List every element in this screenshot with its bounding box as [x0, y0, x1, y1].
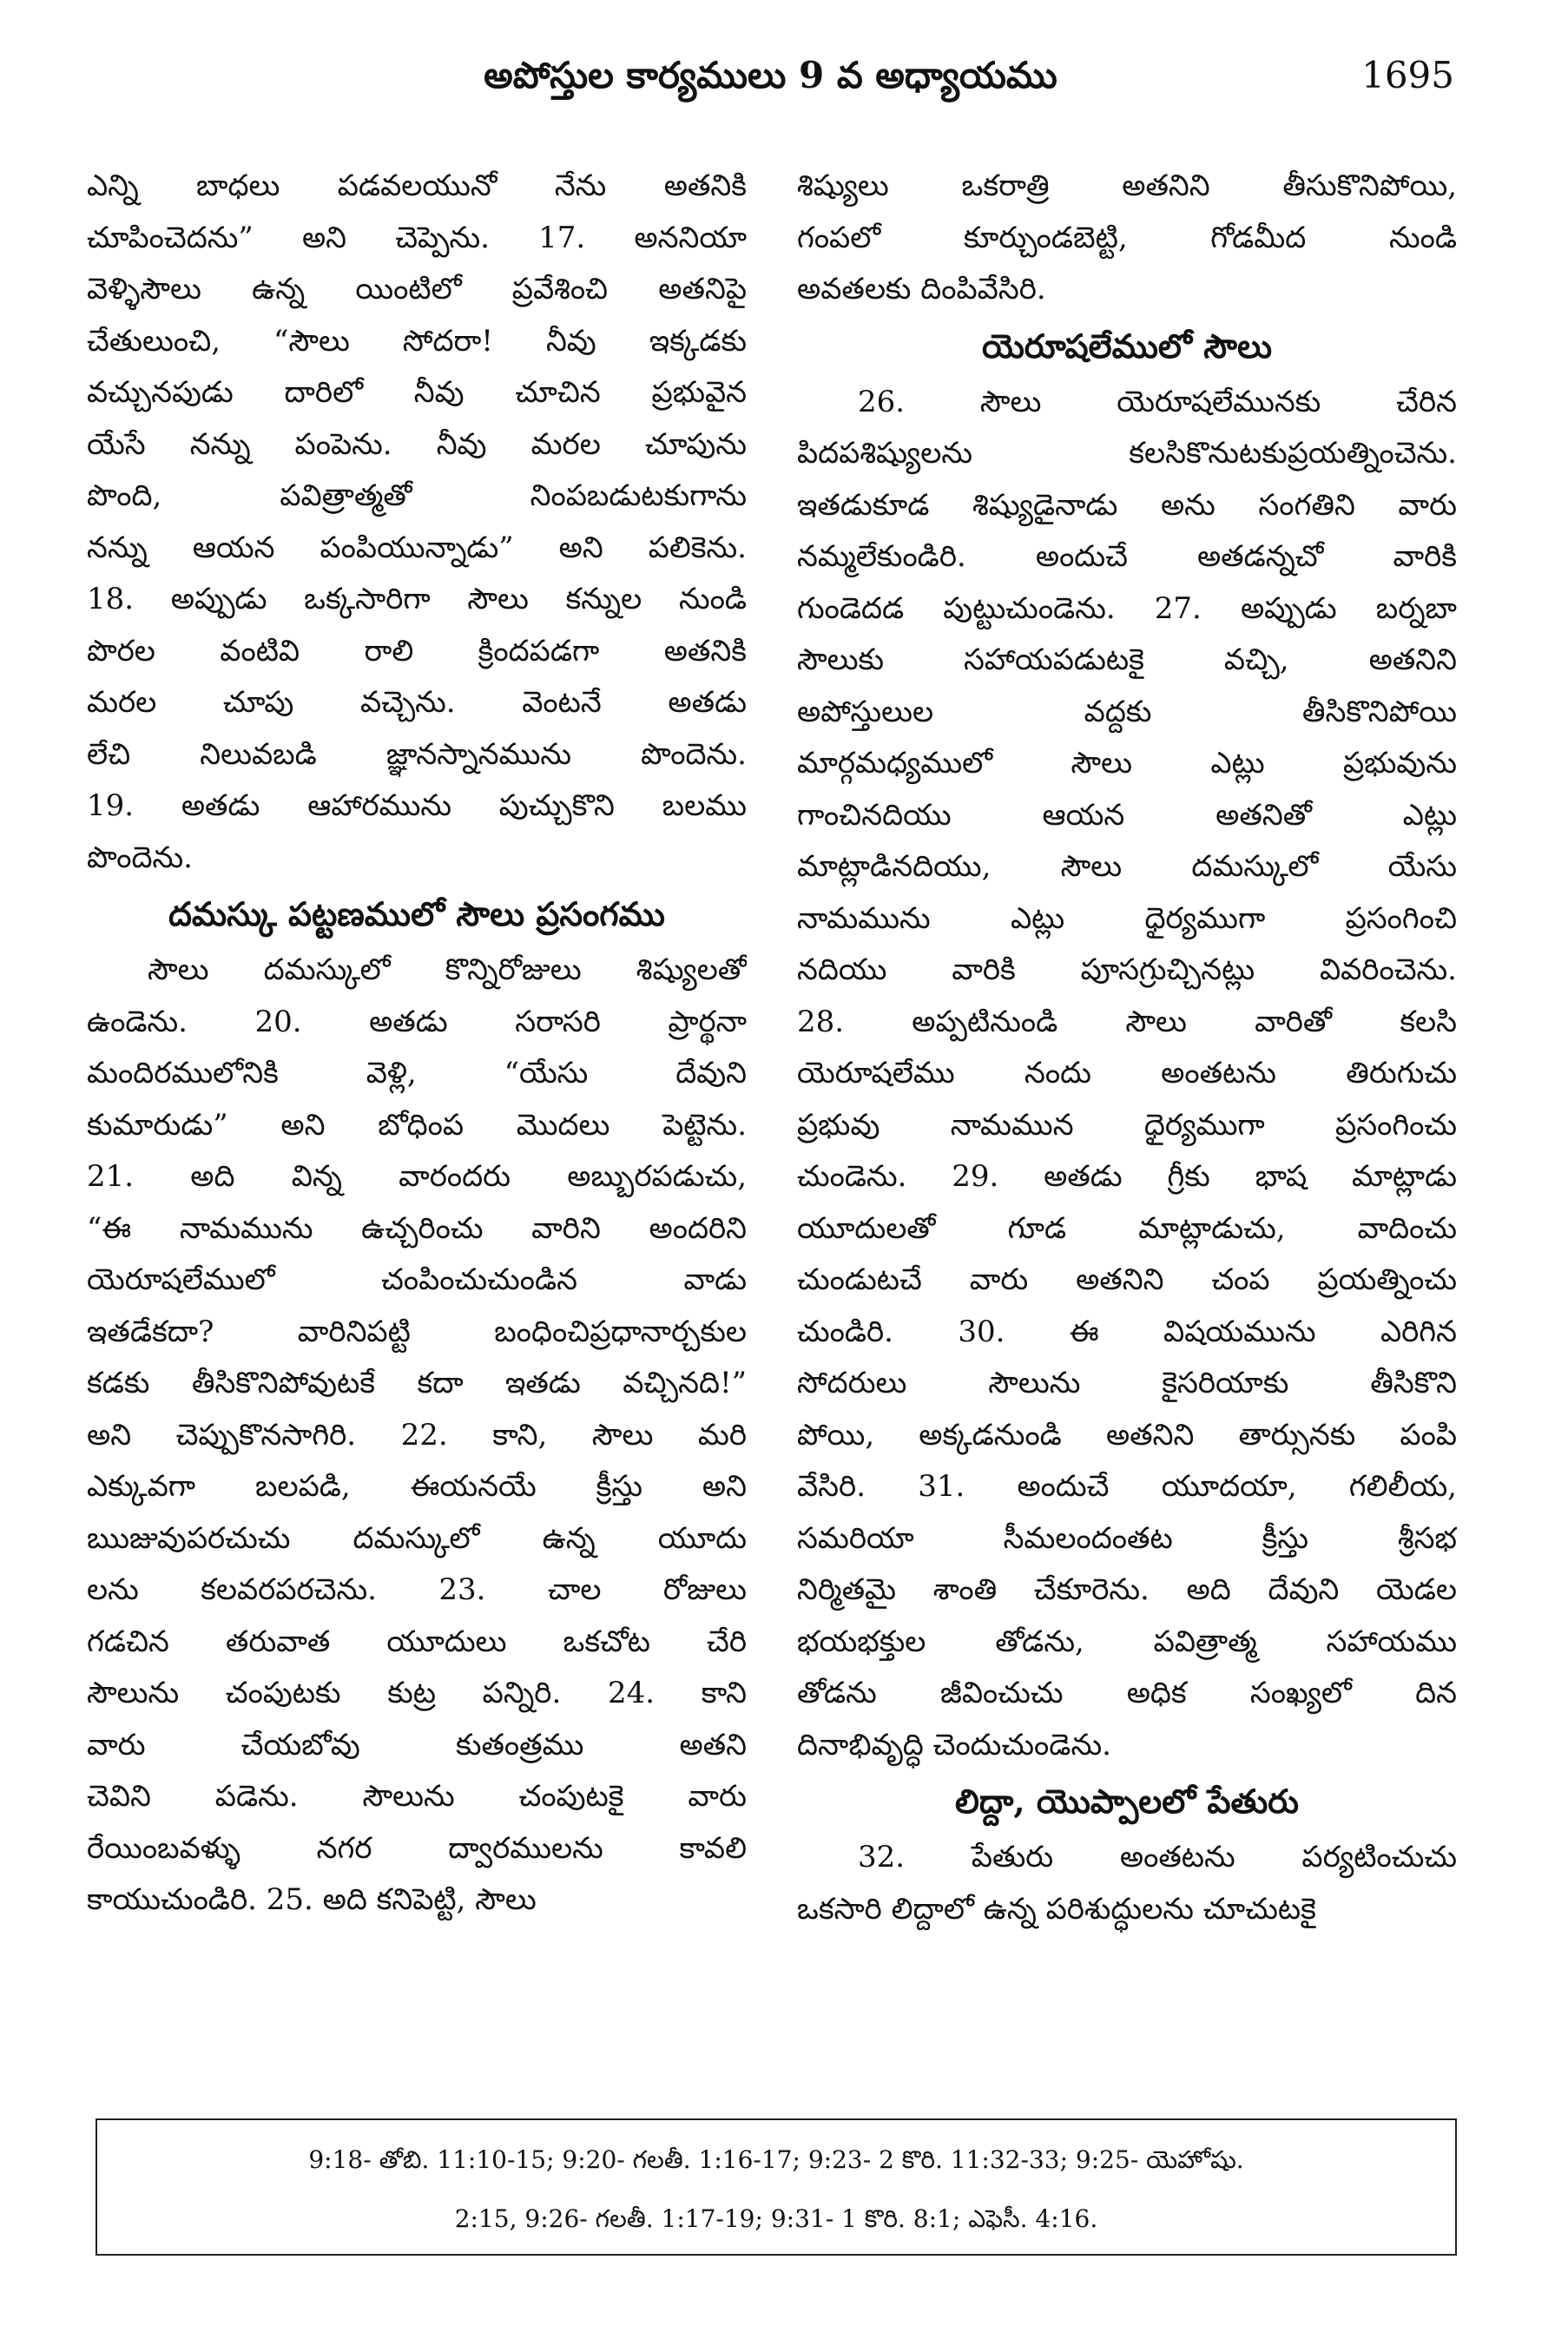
text-line: 21. అది విన్న వారందరు అబ్బురపడుచు, — [87, 1159, 747, 1194]
text-line: ఉండెను. 20. అతడు సరాసరి ప్రార్థనా — [87, 1004, 747, 1039]
text-line: యేసే నన్ను పంపెను. నీవు మరల చూపును — [87, 426, 747, 462]
text-line: వచ్చునపుడు దారిలో నీవు చూచిన ప్రభువైన — [87, 375, 747, 410]
text-line: నామమును ఎట్లు ధైర్యముగా ప్రసంగించి — [797, 900, 1457, 936]
text-line: వారు చేయబోవు కుతంత్రము అతని — [87, 1727, 747, 1762]
text-line: నమ్మలేకుండిరి. అందుచే అతడన్నచో వారికి — [797, 539, 1457, 574]
left-column — [87, 161, 747, 1927]
text-line: అని చెప్పుకొనసాగిరి. 22. కాని, సౌలు మరి — [87, 1417, 747, 1453]
text-line: కుమారుడు” అని బోధింప మొదలు పెట్టెను. — [87, 1107, 747, 1143]
left-paragraph-2 — [87, 945, 747, 1927]
text-line: దినాభివృద్ధి చెందుచుండెను. — [797, 1727, 1111, 1762]
text-line: యెరూషలేములో చంపించుచుండిన వాడు — [87, 1262, 747, 1297]
text-line: ఇతడేకదా? వారినిపట్టి బంధించిప్రధానార్చకుల — [87, 1314, 747, 1349]
text-line: పొంది, పవిత్రాత్మతో నింపబడుటకుగాను — [87, 478, 747, 513]
text-line: ఎక్కువగా బలపడి, ఈయనయే క్రీస్తు అని — [87, 1469, 747, 1504]
text-line: చెవిని పడెను. సౌలును చంపుటకై వారు — [87, 1779, 747, 1814]
text-line: పొరల వంటివి రాలి క్రిందపడగా అతనికి — [87, 633, 747, 669]
text-line: ఇతడుకూడ శిష్యుడైనాడు అను సంగతిని వారు — [797, 487, 1457, 523]
section-heading-jerusalem: యెరూషలేములో సౌలు — [981, 326, 1273, 366]
text-line: చుండుటచే వారు అతనిని చంప ప్రయత్నించు — [797, 1262, 1457, 1297]
text-line: ఎన్ని బాధలు పడవలయునో నేను అతనికి — [87, 168, 747, 203]
text-line: పొందెను. — [87, 840, 193, 875]
section-heading-damascus: దమస్కు పట్టణములో సౌలు ప్రసంగము — [168, 894, 665, 933]
text-line: రేయింబవళ్ళు నగర ద్వారములను కావలి — [87, 1830, 747, 1866]
text-line: లను కలవరపరచెను. 23. చాల రోజులు — [87, 1572, 747, 1607]
text-line: శిష్యులు ఒకరాత్రి అతనిని తీసుకొనిపోయి, — [797, 168, 1457, 203]
text-line: వేసిరి. 31. అందుచే యూదయా, గలిలీయ, — [797, 1469, 1457, 1504]
cross-reference-line: 2:15, 9:26- గలతీ. 1:17-19; 9:31- 1 కొరి. 8:1; ఎఫెసీ. 4:16. — [454, 2204, 1098, 2233]
text-line: పిదపశిష్యులను కలసికొనుటకుప్రయత్నించెను. — [797, 436, 1457, 471]
left-paragraph-1 — [87, 161, 747, 884]
text-line: నిర్మితమై శాంతి చేకూరెను. అది దేవుని యెడల — [797, 1572, 1457, 1607]
text-line: అవతలకు దింపివేసిరి. — [797, 272, 1046, 306]
text-line: సౌలు దమస్కులో కొన్నిరోజులు శిష్యులతో — [148, 952, 747, 987]
text-line: యెరూషలేము నందు అంతటను తిరుగుచు — [797, 1056, 1457, 1090]
text-line: నదియు వారికి పూసగ్రుచ్చినట్లు వివరించెను. — [797, 952, 1457, 987]
text-line: సౌలును చంపుటకు కుట్ర పన్నిరి. 24. కాని — [87, 1676, 747, 1710]
text-line: తోడను జీవించుచు అధిక సంఖ్యలో దిన — [797, 1676, 1457, 1710]
right-paragraph-2 — [797, 377, 1457, 1772]
text-line: మార్గమధ్యములో సౌలు ఎట్లు ప్రభువును — [797, 746, 1457, 781]
text-line: గడచిన తరువాత యూదులు ఒకచోట చేరి — [87, 1624, 747, 1659]
text-line: గుండెదడ పుట్టుచుండెను. 27. అప్పుడు బర్నబా — [797, 590, 1457, 626]
text-line: 26. సౌలు యెరూషలేమునకు చేరిన — [858, 384, 1457, 419]
text-line: అపోస్తులుల వద్దకు తీసికొనిపోయి — [797, 694, 1457, 729]
text-line: సమరియా సీమలందంతట క్రీస్తు శ్రీసభ — [797, 1520, 1457, 1556]
right-paragraph-3 — [797, 1832, 1457, 1935]
text-line: 28. అప్పటినుండి సౌలు వారితో కలసి — [797, 1004, 1457, 1039]
right-column — [797, 161, 1457, 1935]
text-line: నన్ను ఆయన పంపియున్నాడు” అని పలికెను. — [87, 530, 747, 565]
cross-references-box — [96, 2118, 1457, 2256]
text-line: మాట్లాడినదియు, సౌలు దమస్కులో యేసు — [797, 849, 1457, 884]
text-line: గంపలో కూర్చుండబెట్టి, గోడమీద నుండి — [797, 220, 1457, 255]
text-line: చుండెను. 29. అతడు గ్రీకు భాష మాట్లాడు — [797, 1159, 1457, 1194]
section-heading-lydda-joppa: లిద్దా, యొప్పాలలో పేతురు — [955, 1782, 1299, 1821]
text-line: చేతులుంచి, “సౌలు సోదరా! నీవు ఇక్కడకు — [87, 323, 747, 359]
text-line: ప్రభువు నామమున ధైర్యముగా ప్రసంగించు — [797, 1107, 1457, 1143]
text-line: 18. అప్పుడు ఒక్కసారిగా సౌలు కన్నుల నుండి — [87, 582, 747, 616]
text-line: ఒకసారి లిద్దాలో ఉన్న పరిశుద్ధులను చూచుటకై — [797, 1891, 1316, 1927]
text-line: చూపించెదను” అని చెప్పెను. 17. అననియా — [87, 220, 747, 255]
chapter-title: అపోస్తుల కార్యములు 9 వ అధ్యాయము — [484, 54, 1057, 96]
text-line: 19. అతడు ఆహారమును పుచ్చుకొని బలము — [87, 788, 747, 823]
text-line: వెళ్ళిసౌలు ఉన్న యింటిలో ప్రవేశించి అతనిపై — [87, 272, 747, 306]
text-line: సోదరులు సౌలును కైసరియాకు తీసికొని — [797, 1366, 1457, 1400]
text-line: మందిరములోనికి వెళ్లి, “యేసు దేవుని — [87, 1056, 747, 1090]
text-line: చుండిరి. 30. ఈ విషయమును ఎరిగిన — [797, 1314, 1457, 1349]
text-line: పోయి, అక్కడనుండి అతనిని తార్సునకు పంపి — [797, 1417, 1457, 1453]
text-line: కాయుచుండిరి. 25. అది కనిపెట్టి, సౌలు — [87, 1882, 537, 1917]
text-line: గాంచినదియు ఆయన అతనితో ఎట్లు — [797, 797, 1457, 833]
text-line: సౌలుకు సహాయపడుటకై వచ్చి, అతనిని — [797, 642, 1457, 677]
text-line: ఋజువుపరచుచు దమస్కులో ఉన్న యూదు — [87, 1520, 747, 1556]
right-paragraph-1 — [797, 161, 1457, 316]
page-number: 1695 — [1361, 54, 1454, 96]
cross-reference-line: 9:18- తోబి. 11:10-15; 9:20- గలతీ. 1:16-17; 9:23- 2 కొరి. 11:32-33; 9:25- యెహోషు. — [308, 2145, 1244, 2174]
running-header — [87, 45, 1454, 106]
text-line: లేచి నిలువబడి జ్ఞానస్నానమును పొందెను. — [87, 736, 747, 772]
text-line: మరల చూపు వచ్చెను. వెంటనే అతడు — [87, 685, 747, 720]
text-line: యూదులతో గూడ మాట్లాడుచు, వాదించు — [797, 1210, 1457, 1246]
text-line: “ఈ నామమును ఉచ్చరించు వారిని అందరిని — [87, 1210, 747, 1246]
text-line: 32. పేతురు అంతటను పర్యటించుచు — [858, 1840, 1457, 1874]
text-line: భయభక్తుల తోడను, పవిత్రాత్మ సహాయము — [797, 1624, 1457, 1659]
text-line: కడకు తీసికొనిపోవుటకే కదా ఇతడు వచ్చినది!” — [87, 1366, 747, 1400]
